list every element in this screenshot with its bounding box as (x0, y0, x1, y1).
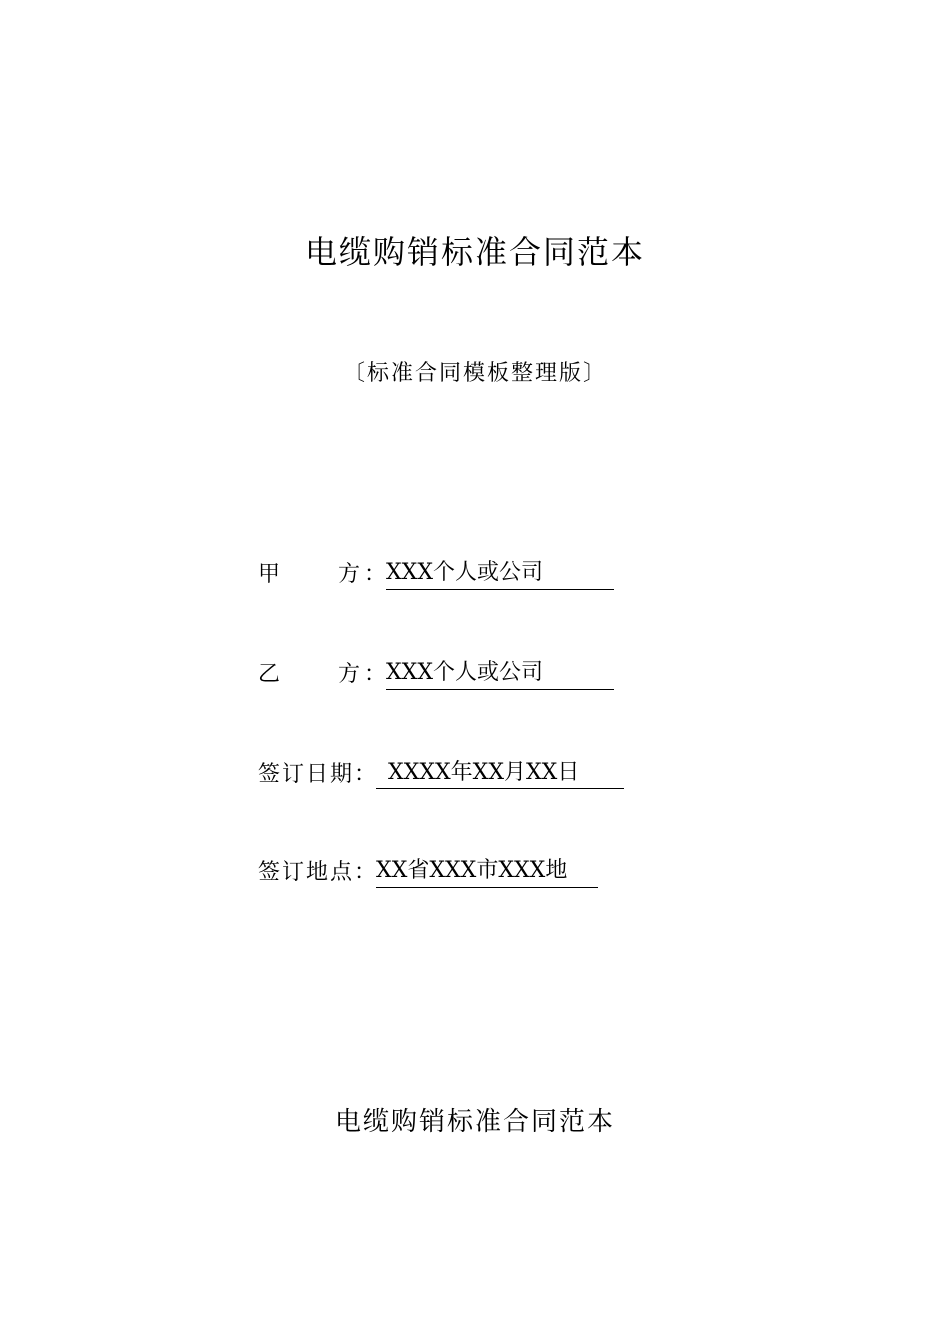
sign-place-row (258, 856, 598, 890)
party-b-label-char1: 乙 (258, 662, 281, 687)
footer-title: 电缆购销标准合同范本 (334, 1107, 615, 1137)
sign-date-colon: ： (354, 762, 377, 787)
party-a-value: XXX个人或公司 (386, 558, 614, 590)
sign-date-row (258, 758, 624, 792)
sign-date-value: XXXX年XX月XX日 (376, 758, 624, 789)
party-b-label-char2: 方 (338, 662, 361, 687)
party-b-value: XXX个人或公司 (386, 658, 614, 690)
party-b-row (258, 658, 614, 692)
sign-place-colon: ： (354, 860, 377, 885)
party-b-colon: ： (364, 662, 387, 687)
party-a-label-char1: 甲 (258, 562, 281, 587)
party-a-row (258, 558, 614, 592)
party-a-colon: ： (364, 562, 387, 587)
sign-date-label: 签订日期 (258, 762, 355, 787)
document-subtitle: 〔标准合同模板整理版〕 (342, 361, 607, 386)
document-title: 电缆购销标准合同范本 (304, 233, 645, 271)
sign-place-value: XX省XXX市XXX地 (376, 856, 598, 888)
sign-place-label: 签订地点 (258, 860, 355, 885)
party-a-label-char2: 方 (338, 562, 361, 587)
